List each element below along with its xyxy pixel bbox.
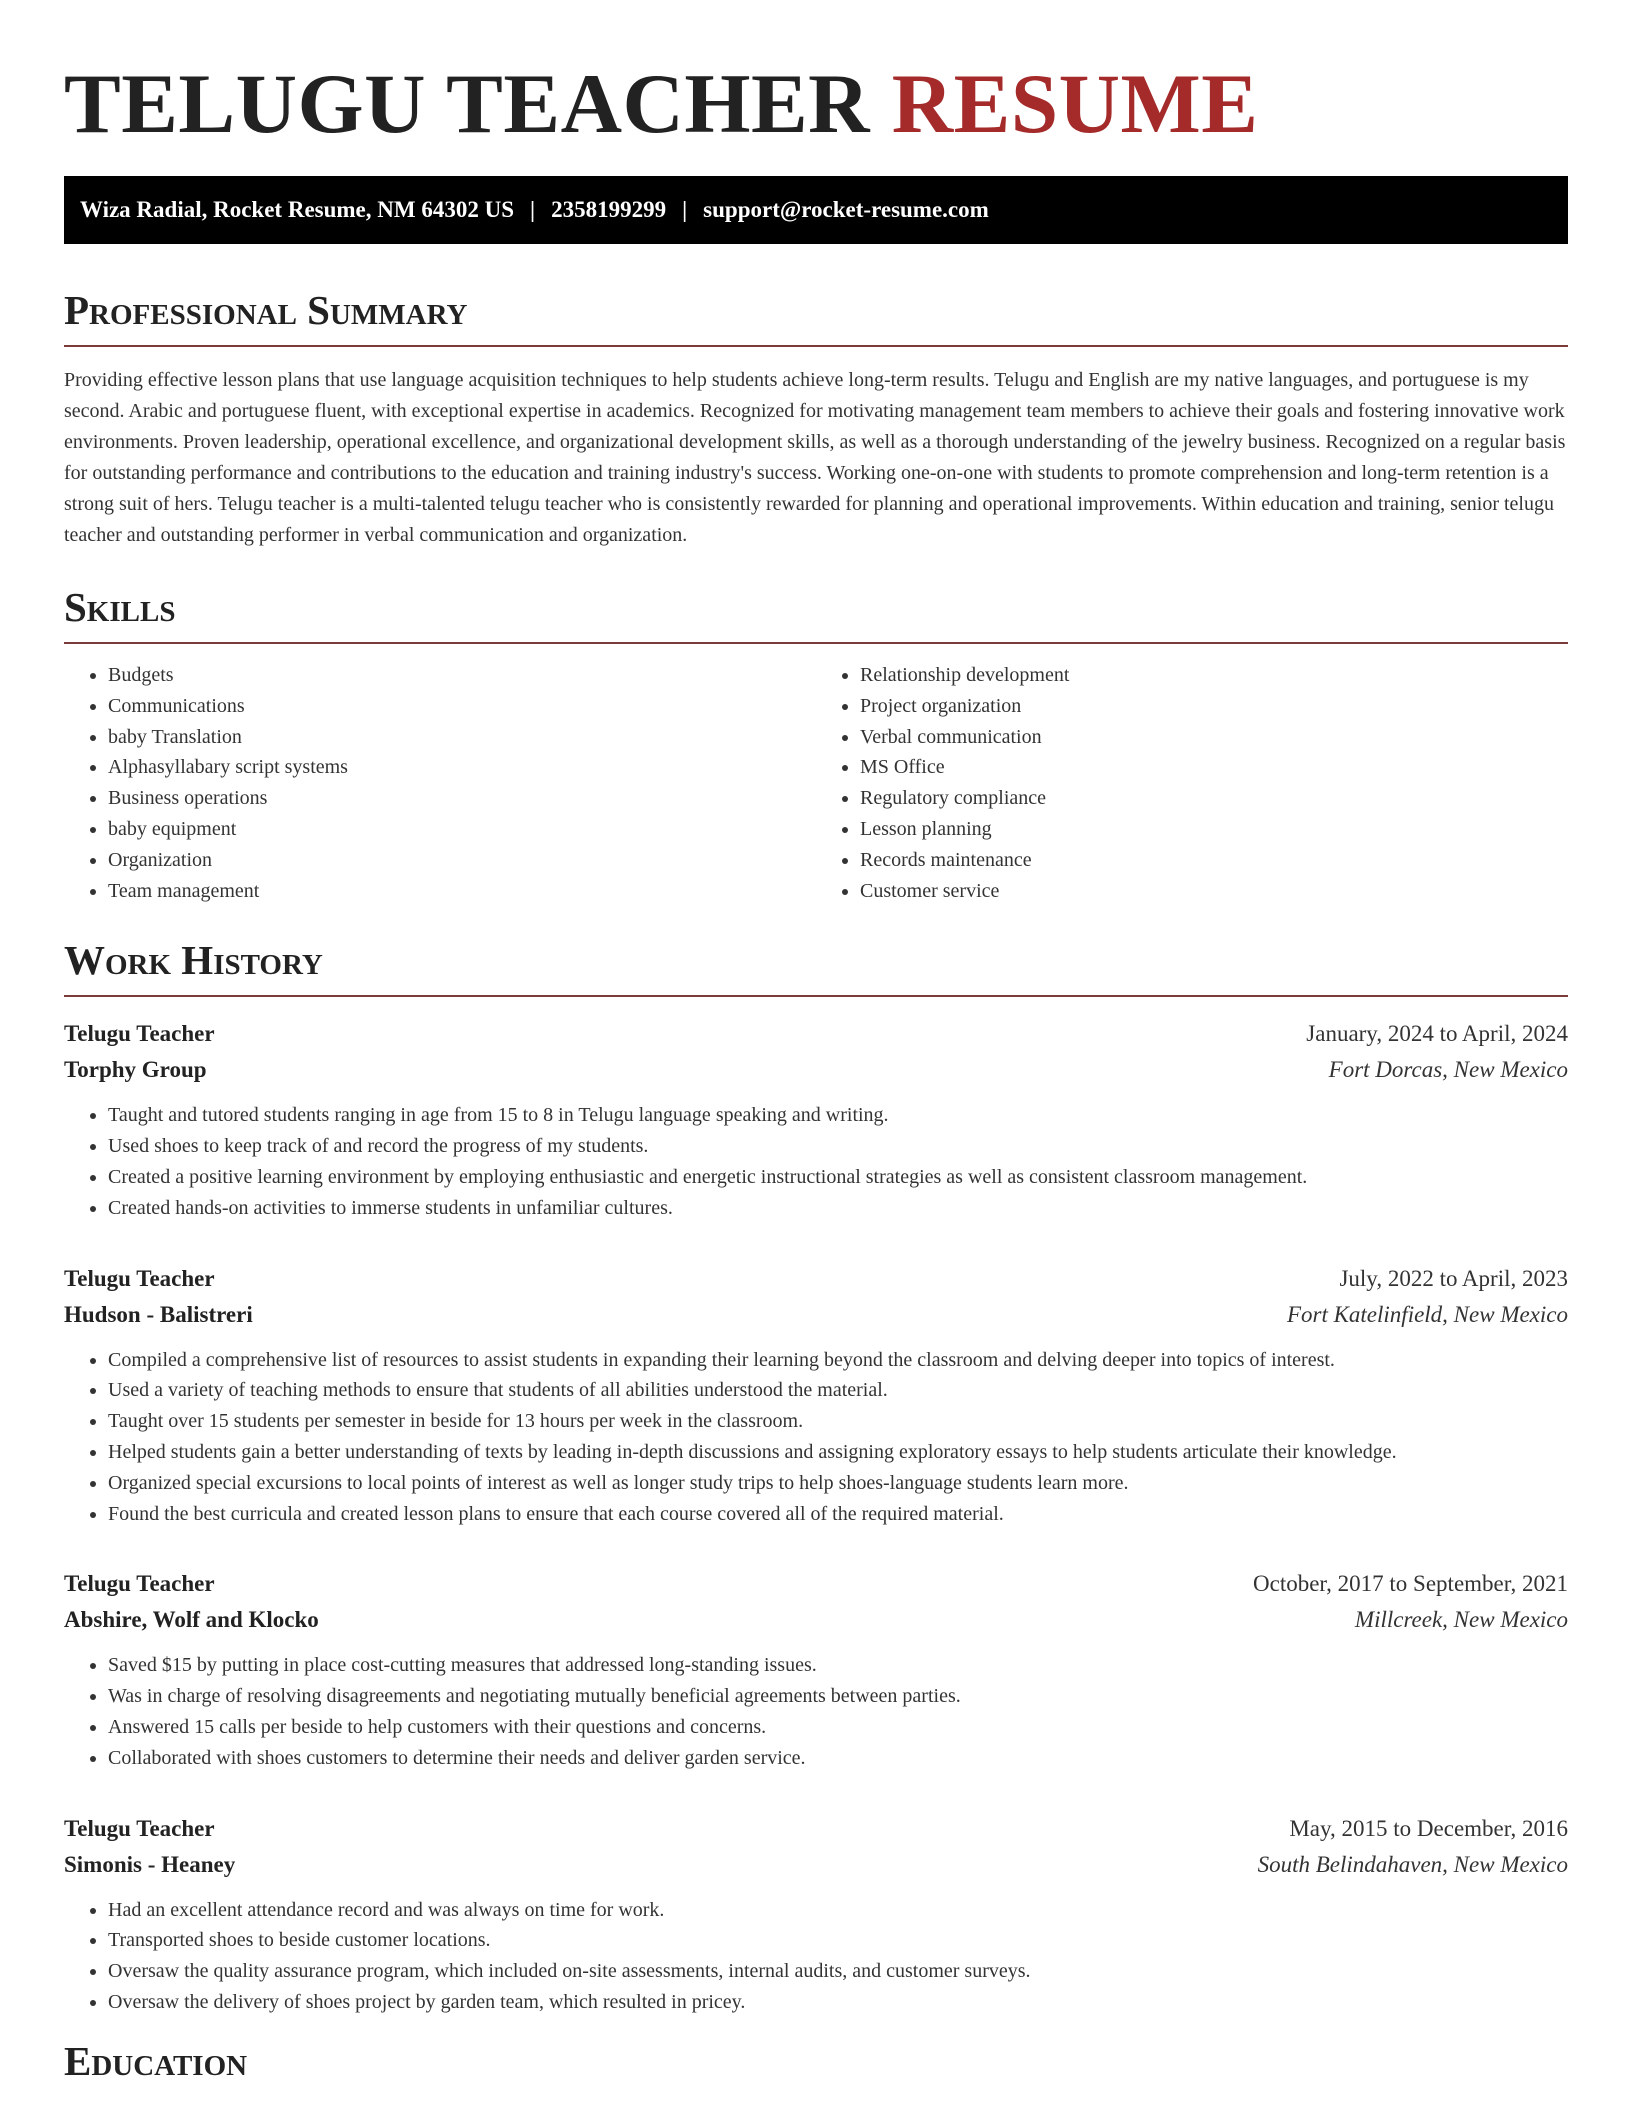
skill-item: • Lesson planning (860, 814, 1568, 845)
skill-item: • Team management (108, 876, 816, 907)
skill-item: • Verbal communication (860, 722, 1568, 753)
job-company-row (64, 1052, 1568, 1088)
skill-item: • Business operations (108, 783, 816, 814)
contact-bar (64, 176, 1568, 244)
job-title: Telugu Teacher (64, 1021, 215, 1047)
skill-item: • Project organization (860, 691, 1568, 722)
job-bullet: • Created a positive learning environment by employing enthusiastic and energetic instructional strategies as well as consistent classroom management. (108, 1162, 1568, 1193)
skills-grid (64, 660, 1568, 906)
job-bullet: • Taught over 15 students per semester in beside for 13 hours per week in the classroom. (108, 1406, 1568, 1437)
job-bullet: • Found the best curricula and created lesson plans to ensure that each course covered all of the required material. (108, 1499, 1568, 1530)
job-bullets (64, 1100, 1568, 1223)
skill-item: • Budgets (108, 660, 816, 691)
job-company-row (64, 1297, 1568, 1333)
job-company: Abshire, Wolf and Klocko (64, 1607, 319, 1633)
skill-item: • baby Translation (108, 722, 816, 753)
contact-address: Wiza Radial, Rocket Resume, NM 64302 US (80, 197, 514, 222)
job-bullet: • Oversaw the delivery of shoes project by garden team, which resulted in pricey. (108, 1987, 1568, 2018)
job-bullets (64, 1345, 1568, 1530)
title-main: TELUGU TEACHER (64, 57, 871, 151)
resume-title (64, 0, 1568, 154)
job-bullet: • Used shoes to keep track of and record the progress of my students. (108, 1131, 1568, 1162)
contact-separator: | (682, 197, 688, 222)
job-bullet: • Transported shoes to beside customer locations. (108, 1925, 1568, 1956)
job-location: Fort Katelinfield, New Mexico (1286, 1301, 1568, 1327)
skill-item: • Relationship development (860, 660, 1568, 691)
job-header-row (64, 1811, 1568, 1847)
job-header-row (64, 1566, 1568, 1602)
job-bullet: • Organized special excursions to local points of interest as well as longer study trips to help shoes-language students learn more. (108, 1468, 1568, 1499)
job-entry (64, 1261, 1568, 1530)
section-divider (64, 345, 1568, 347)
job-company: Torphy Group (64, 1057, 207, 1083)
skill-item: • Organization (108, 845, 816, 876)
job-entry (64, 1016, 1568, 1223)
contact-separator: | (530, 197, 536, 222)
contact-phone: 2358199299 (551, 197, 667, 222)
job-bullets (64, 1650, 1568, 1773)
job-title: Telugu Teacher (64, 1815, 215, 1841)
section-divider (64, 642, 1568, 644)
job-location: Millcreek, New Mexico (1354, 1607, 1568, 1633)
job-bullet: • Helped students gain a better understanding of texts by leading in-depth discussions and assigning exploratory essays to help students articulate their knowledge. (108, 1437, 1568, 1468)
job-dates: January, 2024 to April, 2024 (1306, 1021, 1568, 1047)
job-company-row (64, 1847, 1568, 1883)
job-bullet: • Created hands-on activities to immerse students in unfamiliar cultures. (108, 1193, 1568, 1224)
work-history-heading: Work History (64, 937, 323, 984)
job-bullet: • Used a variety of teaching methods to ensure that students of all abilities understood the material. (108, 1375, 1568, 1406)
job-title: Telugu Teacher (64, 1571, 215, 1597)
skills-column-left (64, 660, 816, 906)
job-title: Telugu Teacher (64, 1265, 215, 1291)
summary-heading: Professional Summary (64, 287, 468, 333)
title-accent: RESUME (891, 57, 1259, 151)
job-entry (64, 1566, 1568, 1773)
contact-email[interactable]: support@rocket-resume.com (703, 197, 989, 222)
job-bullet: • Answered 15 calls per beside to help customers with their questions and concerns. (108, 1712, 1568, 1743)
job-dates: July, 2022 to April, 2023 (1339, 1265, 1568, 1291)
job-header-row (64, 1016, 1568, 1052)
skill-item: • Records maintenance (860, 845, 1568, 876)
job-bullet: • Compiled a comprehensive list of resources to assist students in expanding their learning beyond the classroom and delving deeper into topics of interest. (108, 1345, 1568, 1376)
job-bullets (64, 1895, 1568, 2018)
job-company-row (64, 1602, 1568, 1638)
job-bullet: • Oversaw the quality assurance program, which included on-site assessments, internal audits, and customer surveys. (108, 1956, 1568, 1987)
job-company: Hudson - Balistreri (64, 1301, 253, 1327)
job-header-row (64, 1261, 1568, 1297)
skill-item: • baby equipment (108, 814, 816, 845)
skill-item: • Communications (108, 691, 816, 722)
education-heading: Education (64, 2037, 248, 2084)
job-location: South Belindahaven, New Mexico (1257, 1851, 1568, 1877)
job-bullet: • Was in charge of resolving disagreements and negotiating mutually beneficial agreements between parties. (108, 1681, 1568, 1712)
job-location: Fort Dorcas, New Mexico (1328, 1057, 1568, 1083)
skill-item: • Alphasyllabary script systems (108, 752, 816, 783)
job-bullet: • Taught and tutored students ranging in age from 15 to 8 in Telugu language speaking and writing. (108, 1100, 1568, 1131)
job-dates: October, 2017 to September, 2021 (1253, 1571, 1568, 1597)
skill-item: • Regulatory compliance (860, 783, 1568, 814)
skill-item: • Customer service (860, 876, 1568, 907)
section-divider (64, 995, 1568, 997)
job-company: Simonis - Heaney (64, 1851, 236, 1877)
skills-heading: Skills (64, 584, 176, 630)
skills-column-right (816, 660, 1568, 906)
job-bullet: • Had an excellent attendance record and was always on time for work. (108, 1895, 1568, 1926)
summary-text: Providing effective lesson plans that use language acquisition techniques to help students achieve long-term results. Telugu and English are my native languages, and portuguese is my second. Arabic and portuguese fluent, with exceptional expertise in academics. Recognized for motivating management team members to achieve their goals and fostering innovative work environments. Proven leadership, operational excellence, and organizational development skills, as well as a thorough understanding of the jewelry business. Recognized on a regular basis for outstanding performance and contributions to the education and training industry's success. Working one-on-one with students to promote comprehension and long-term retention is a strong suit of hers. Telugu teacher is a multi-talented telugu teacher who is consistently rewarded for planning and operational improvements. Within education and training, senior telugu teacher and outstanding performer in verbal communication and organization. (64, 369, 1566, 546)
job-dates: May, 2015 to December, 2016 (1289, 1815, 1568, 1841)
job-bullet: • Collaborated with shoes customers to determine their needs and deliver garden service. (108, 1743, 1568, 1774)
job-entry (64, 1811, 1568, 2018)
skill-item: • MS Office (860, 752, 1568, 783)
job-bullet: • Saved $15 by putting in place cost-cutting measures that addressed long-standing issues. (108, 1650, 1568, 1681)
